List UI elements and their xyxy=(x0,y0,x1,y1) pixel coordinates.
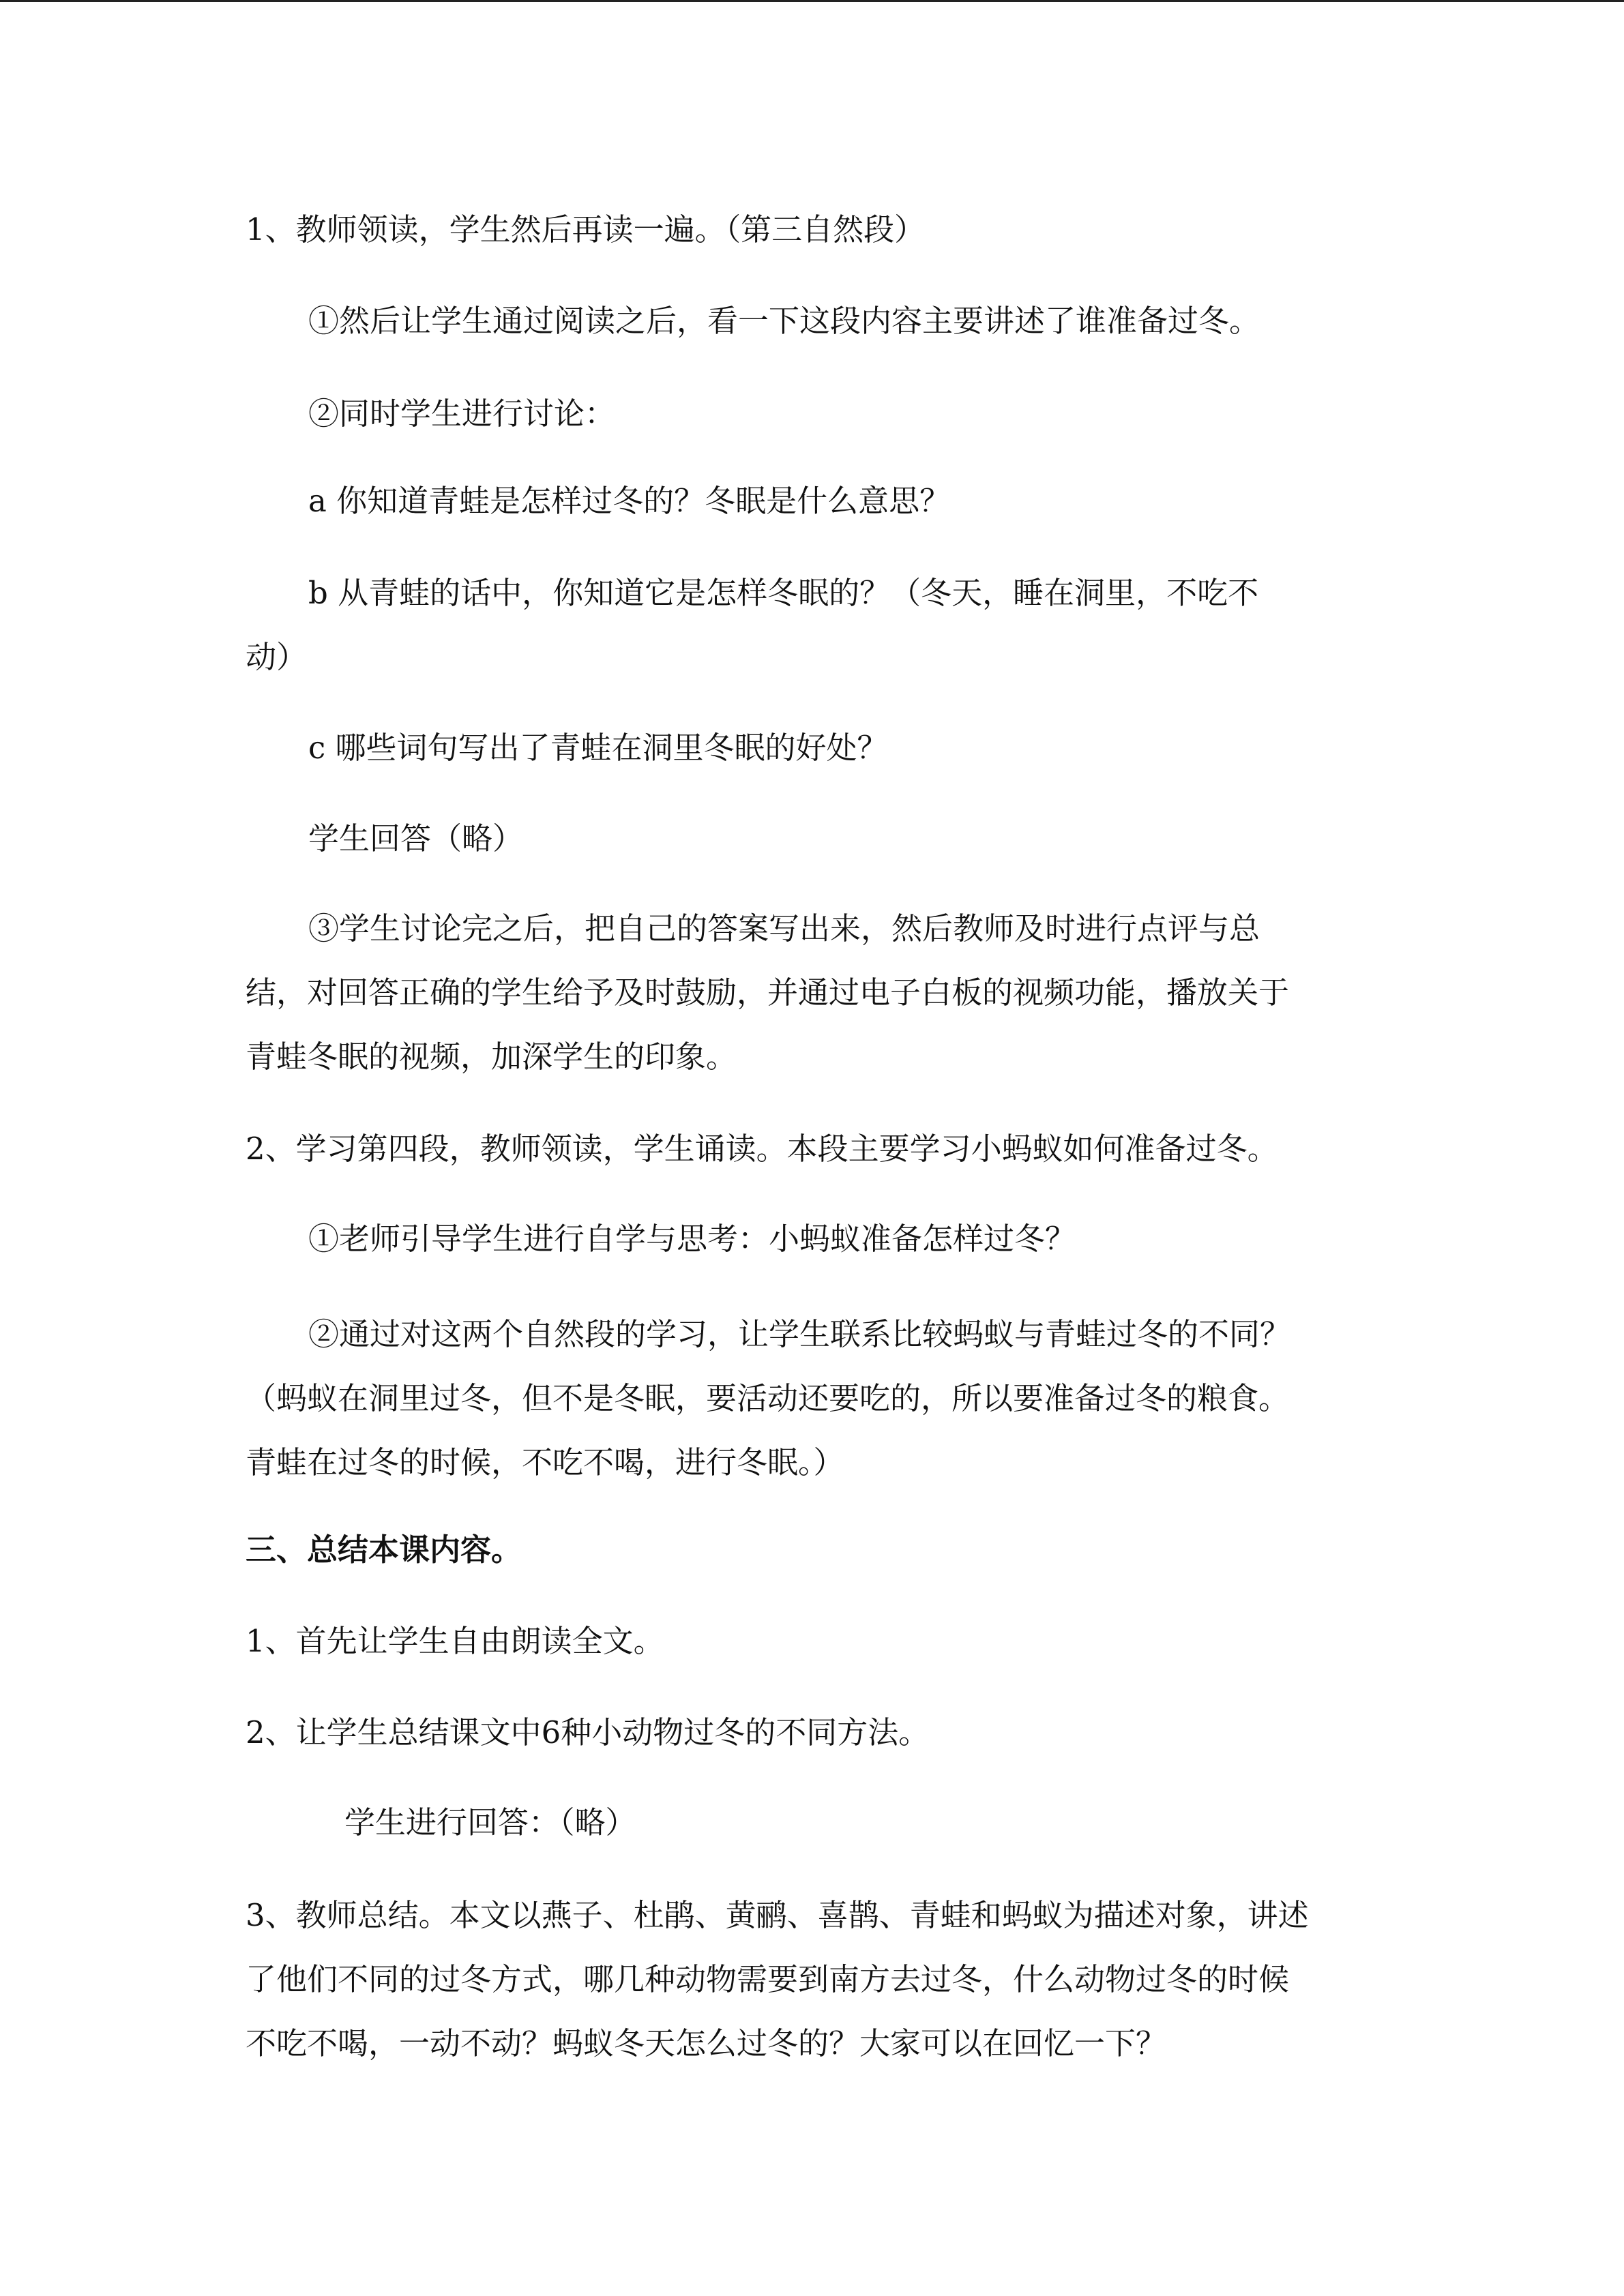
top-border-line xyxy=(0,0,1624,2)
paragraph-line: 3、教师总结。本文以燕子、杜鹃、黄鹂、喜鹊、青蛙和蚂蚁为描述对象，讲述 xyxy=(246,1897,1309,1933)
paragraph-circle-2b xyxy=(246,1302,1290,1495)
paragraph-question-a: a 你知道青蛙是怎样过冬的？冬眠是什么意思？ xyxy=(308,483,951,519)
paragraph-line: 不吃不喝，一动不动？蚂蚁冬天怎么过冬的？大家可以在回忆一下？ xyxy=(246,2025,1167,2061)
paragraph-line: 动） xyxy=(246,639,308,675)
paragraph-step-3c xyxy=(246,1883,1309,2076)
paragraph-step-2: 2、学习第四段，教师领读，学生诵读。本段主要学习小蚂蚁如何准备过冬。 xyxy=(246,1131,1278,1167)
paragraph-circle-1: ①然后让学生通过阅读之后，看一下这段内容主要讲述了谁准备过冬。 xyxy=(308,303,1260,339)
section-heading: 三、总结本课内容。 xyxy=(246,1532,522,1568)
paragraph-question-b xyxy=(246,561,1258,689)
paragraph-line: ②通过对这两个自然段的学习，让学生联系比较蚂蚁与青蛙过冬的不同？ xyxy=(308,1316,1291,1352)
paragraph-line: ③学生讨论完之后，把自己的答案写出来，然后教师及时进行点评与总 xyxy=(308,910,1260,946)
paragraph-line: 青蛙冬眠的视频，加深学生的印象。 xyxy=(246,1039,737,1075)
paragraph-question-c: c 哪些词句写出了青蛙在洞里冬眠的好处？ xyxy=(308,730,888,766)
paragraph-circle-1b: ①老师引导学生进行自学与思考：小蚂蚁准备怎样过冬？ xyxy=(308,1221,1076,1257)
paragraph-step-2c: 2、让学生总结课文中6种小动物过冬的不同方法。 xyxy=(246,1714,930,1750)
paragraph-line: （蚂蚁在洞里过冬，但不是冬眠，要活动还要吃的，所以要准备过冬的粮食。 xyxy=(246,1380,1290,1416)
paragraph-line: 结，对回答正确的学生给予及时鼓励，并通过电子白板的视频功能，播放关于 xyxy=(246,974,1290,1011)
paragraph-step-1c: 1、首先让学生自由朗读全文。 xyxy=(246,1623,664,1659)
paragraph-circle-2: ②同时学生进行讨论： xyxy=(308,396,616,432)
paragraph-line: b 从青蛙的话中，你知道它是怎样冬眠的？（冬天，睡在洞里，不吃不 xyxy=(308,575,1259,611)
paragraph-step-1: 1、教师领读，学生然后再读一遍。（第三自然段） xyxy=(246,211,926,248)
paragraph-student-answer: 学生回答（略） xyxy=(308,820,524,856)
paragraph-line: 了他们不同的过冬方式，哪几种动物需要到南方去过冬，什么动物过冬的时候 xyxy=(246,1961,1290,1997)
paragraph-student-response: 学生进行回答：（略） xyxy=(344,1804,636,1840)
paragraph-circle-3 xyxy=(246,897,1289,1089)
paragraph-line: 青蛙在过冬的时候，不吃不喝，进行冬眠。） xyxy=(246,1444,844,1480)
